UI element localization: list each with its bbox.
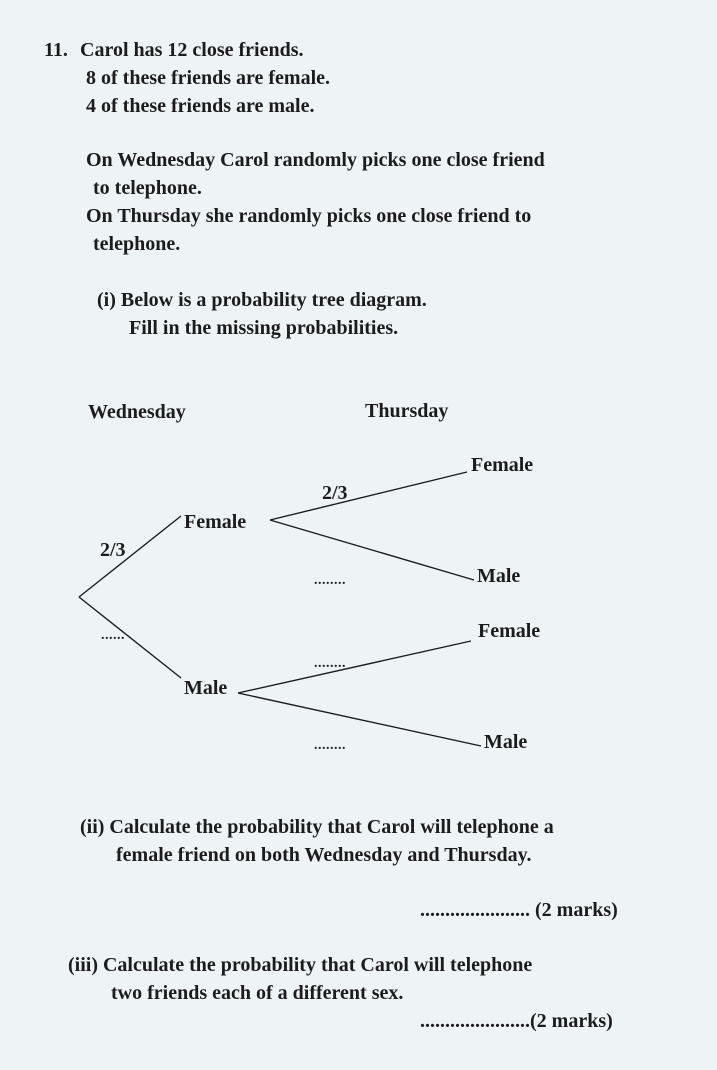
part-iii-question-2: two friends each of a different sex. <box>111 982 404 1004</box>
part-i-instruction-1: (i) Below is a probability tree diagram. <box>97 289 427 311</box>
branch-wed-female <box>79 516 181 597</box>
part-iii-answer-line[interactable]: ......................(2 marks) <box>420 1010 613 1032</box>
question-number: 11. <box>44 39 68 61</box>
prob-thu-male-after-female-blank[interactable]: ........ <box>314 573 346 588</box>
part-iii-question-1: (iii) Calculate the probability that Carol will telephone <box>68 954 533 976</box>
question-para2-line-2: to telephone. <box>93 177 202 199</box>
question-para2-line-1: On Wednesday Carol randomly picks one close friend <box>86 149 545 171</box>
branch-male-female <box>238 641 471 693</box>
outcome-wed-female: Female <box>184 511 247 533</box>
part-ii-answer-line[interactable]: ...................... (2 marks) <box>420 899 618 921</box>
outcome-thu-female-after-female: Female <box>471 454 534 476</box>
branch-female-male <box>270 520 474 580</box>
outcome-thu-male-after-female: Male <box>477 565 521 587</box>
branch-male-male <box>238 693 481 746</box>
question-para2-line-4: telephone. <box>93 233 181 255</box>
outcome-wed-male: Male <box>184 677 228 699</box>
question-line-2: 8 of these friends are female. <box>86 67 331 89</box>
question-para2-line-3: On Thursday she randomly picks one close friend to <box>86 205 532 227</box>
outcome-thu-female-after-male: Female <box>478 620 541 642</box>
branch-wed-male <box>79 597 181 678</box>
prob-wed-female: 2/3 <box>100 539 126 561</box>
part-ii-question-2: female friend on both Wednesday and Thursday. <box>116 844 532 866</box>
prob-thu-female-after-male-blank[interactable]: ........ <box>314 656 346 671</box>
part-i-instruction-2: Fill in the missing probabilities. <box>129 317 399 339</box>
column-header-thursday: Thursday <box>365 400 449 422</box>
question-line-1: Carol has 12 close friends. <box>80 39 304 61</box>
outcome-thu-male-after-male: Male <box>484 731 528 753</box>
column-header-wednesday: Wednesday <box>88 401 186 423</box>
part-ii-question-1: (ii) Calculate the probability that Carol will telephone a <box>80 816 554 838</box>
branch-female-female <box>270 472 467 520</box>
prob-thu-female-after-female: 2/3 <box>322 482 348 504</box>
prob-thu-male-after-male-blank[interactable]: ........ <box>314 738 346 753</box>
question-line-3: 4 of these friends are male. <box>86 95 315 117</box>
prob-wed-male-blank[interactable]: ...... <box>101 628 125 643</box>
